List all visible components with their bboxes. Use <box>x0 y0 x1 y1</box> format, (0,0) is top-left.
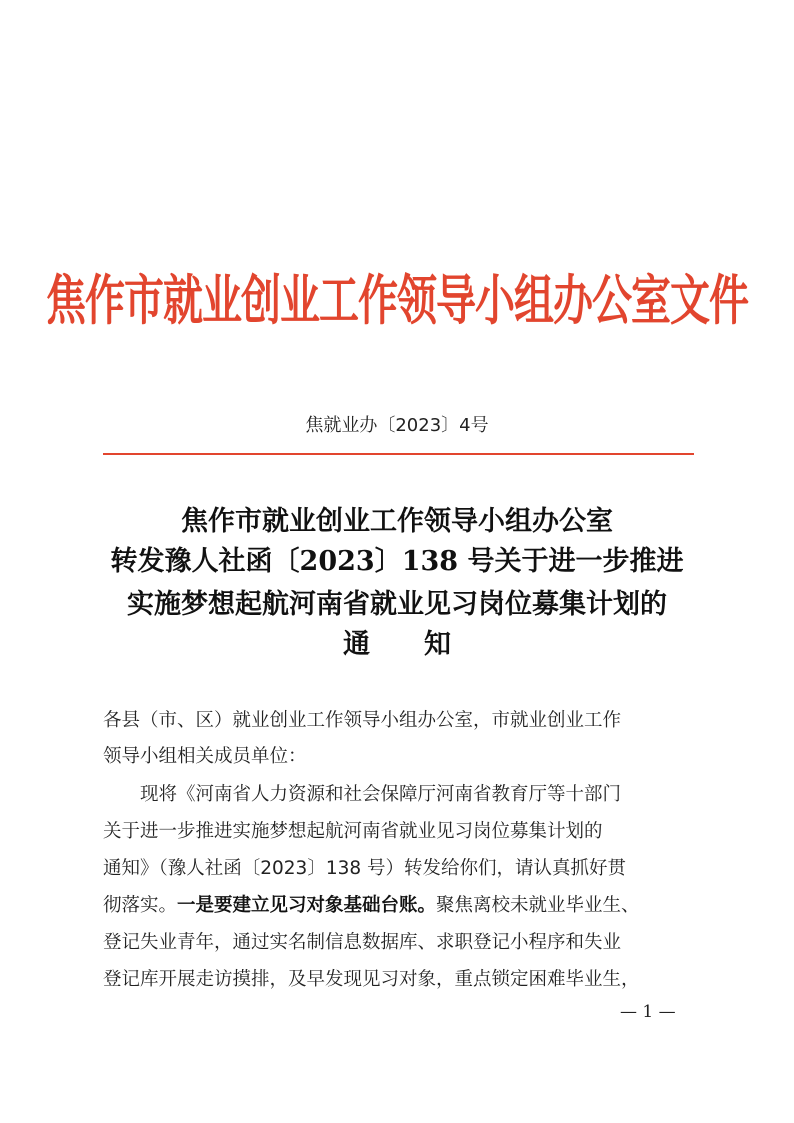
notice-title-line-3: 实施梦想起航河南省就业见习岗位募集计划的 <box>127 589 667 620</box>
body-text-segment: 彻落实。 <box>103 895 178 916</box>
notice-title-char-2: 知 <box>424 629 451 660</box>
body-text-segment: 聚焦离校未就业毕业生、 <box>436 895 640 916</box>
document-number: 焦就业办〔2023〕4号 <box>305 415 489 436</box>
body-emphasis-text: 一是要建立见习对象基础台账。 <box>177 895 437 916</box>
header-divider <box>103 453 694 455</box>
notice-title-line-1: 焦作市就业创业工作领导小组办公室 <box>181 506 613 537</box>
body-text-line: 现将《河南省人力资源和社会保障厅河南省教育厅等十部门 <box>140 784 622 805</box>
page-number: — 1 — <box>620 1002 676 1022</box>
notice-title-line-4 <box>0 622 794 661</box>
body-text-line: 登记库开展走访摸排，及早发现见习对象，重点锁定困难毕业生， <box>103 969 640 990</box>
body-text-line: 通知》（豫人社函〔2023〕138 号）转发给你们，请认真抓好贯 <box>103 858 627 879</box>
notice-title-char-1: 通 <box>343 629 370 660</box>
body-text-line: 登记失业青年，通过实名制信息数据库、求职登记小程序和失业 <box>103 932 622 953</box>
notice-title-line-2: 转发豫人社函〔2023〕138 号关于进一步推进 <box>110 546 684 577</box>
body-text-line <box>103 891 703 917</box>
body-text-line: 关于进一步推进实施梦想起航河南省就业见习岗位募集计划的 <box>103 821 603 842</box>
document-header-title: 焦作市就业创业工作领导小组办公室文件 <box>46 268 748 333</box>
body-text-line: 领导小组相关成员单位： <box>103 746 307 767</box>
body-text-line: 各县（市、区）就业创业工作领导小组办公室，市就业创业工作 <box>103 710 622 731</box>
